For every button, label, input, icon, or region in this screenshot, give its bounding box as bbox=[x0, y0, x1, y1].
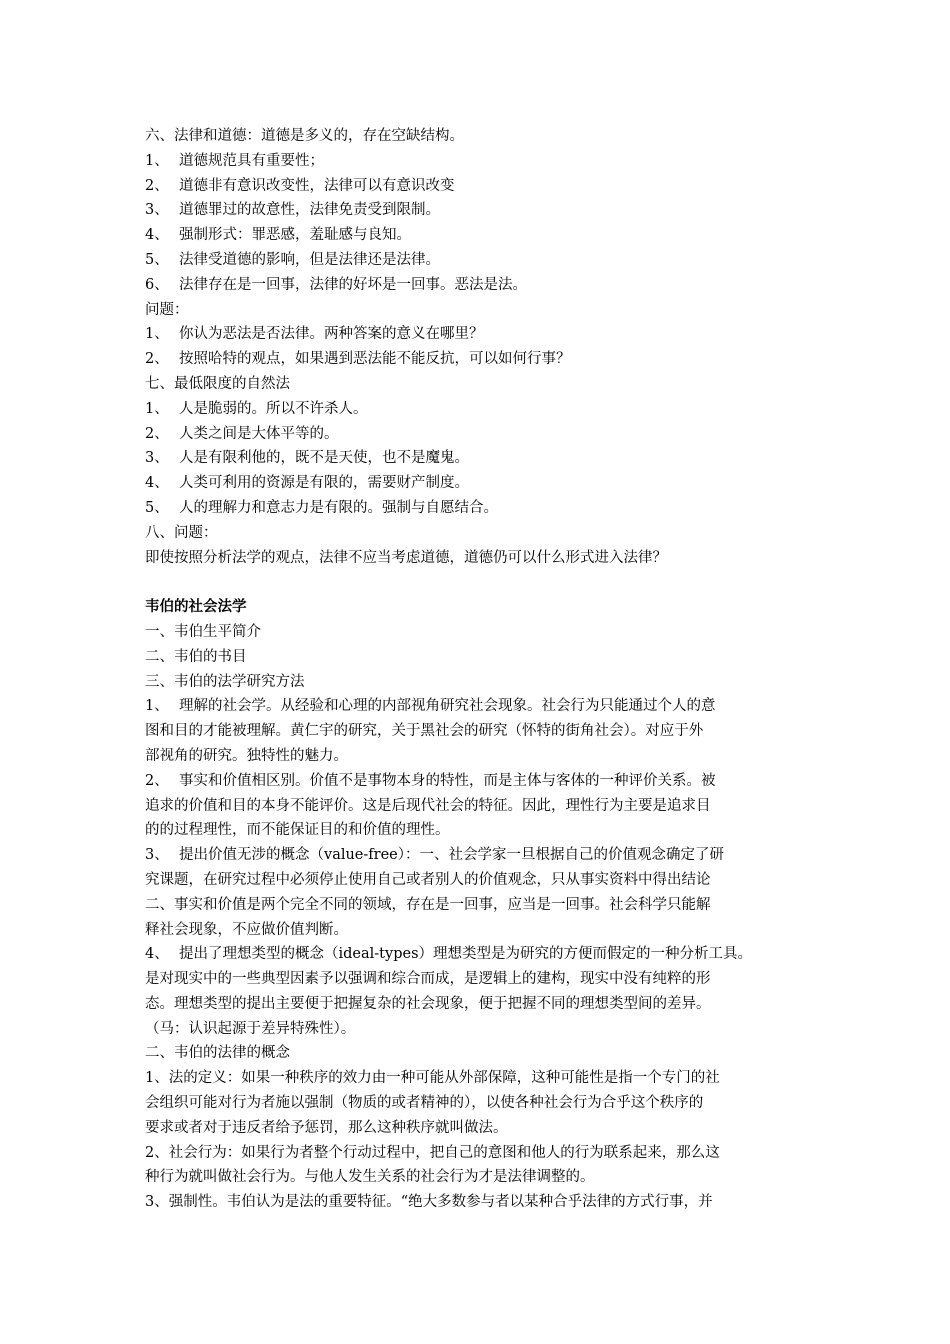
weber-part: 二、韦伯的书目 bbox=[145, 648, 247, 665]
question-item: 2、 按照哈特的观点，如果遇到恶法能不能反抗，可以如何行事？ bbox=[145, 351, 571, 368]
weber-part: 三、韦伯的法学研究方法 bbox=[145, 673, 305, 690]
document-body bbox=[145, 124, 820, 1215]
list-item: 1、 人是脆弱的。所以不许杀人。 bbox=[145, 400, 368, 417]
method-item: 4、 提出了理想类型的概念（ideal-types）理想类型是为研究的方便而假定的一种分析工具。 是对现实中的一些典型因素予以强调和综合而成，是逻辑上的建构，现实中没有纯粹的形 态。理想类型的提出主要便于把握复杂的社会现象，便于把握不同的理想类型间的差异。 （马：认识起源于差异特殊性）。 bbox=[145, 946, 753, 1037]
method-item: 3、 提出价值无涉的概念（value-free）：一、社会学家一旦根据自己的价值观念确定了研 究课题，在研究过程中必须停止使用自己或者别人的价值观念，只从事实资料中得出结论 二、事实和价值是两个完全不同的领域，存在是一回事，应当是一回事。社会科学只能解 释社会现象，不应做价值判断。 bbox=[145, 847, 725, 938]
list-item: 4、 人类可利用的资源是有限的，需要财产制度。 bbox=[145, 475, 469, 492]
law-item: 1、法的定义：如果一种秩序的效力由一种可能从外部保障，这种可能性是指一个专门的社 会组织可能对行为者施以强制（物质的或者精神的），以使各种社会行为合乎这个秩序的 要求或者对于违反者给予惩罚，那么这种秩序就叫做法。 bbox=[145, 1070, 720, 1136]
list-item: 6、 法律存在是一回事，法律的好坏是一回事。恶法是法。 bbox=[145, 276, 527, 293]
list-item: 3、 人是有限利他的，既不是天使，也不是魔鬼。 bbox=[145, 450, 469, 467]
list-item: 5、 法律受道德的影响，但是法律还是法律。 bbox=[145, 251, 440, 268]
section-6-heading: 六、法律和道德：道德是多义的，存在空缺结构。 bbox=[145, 128, 464, 144]
question-item: 1、 你认为恶法是否法律。两种答案的意义在哪里？ bbox=[145, 326, 484, 343]
law-item: 3、强制性。韦伯认为是法的重要特征。“绝大多数参与者以某种合乎法律的方式行事，并 bbox=[145, 1194, 713, 1211]
law-item: 2、社会行为：如果行为者整个行动过程中，把自己的意图和他人的行为联系起来，那么这 种行为就叫做社会行为。与他人发生关系的社会行为才是法律调整的。 bbox=[145, 1144, 720, 1186]
section-8-heading: 八、问题： bbox=[145, 524, 218, 541]
list-item: 2、 人类之间是大体平等的。 bbox=[145, 425, 339, 442]
questions-label: 问题： bbox=[145, 301, 189, 318]
blank-line bbox=[145, 570, 820, 595]
law-concept-heading: 二、韦伯的法律的概念 bbox=[145, 1045, 290, 1062]
method-item: 2、 事实和价值相区别。价值不是事物本身的特性，而是主体与客体的一种评价关系。被 追求的价值和目的本身不能评价。这是后现代社会的特征。因此，理性行为主要是追求目 的的过程理性，而不能保证目的和价值的理性。 bbox=[145, 772, 716, 839]
section-7-heading: 七、最低限度的自然法 bbox=[145, 375, 290, 392]
method-item: 1、 理解的社会学。从经验和心理的内部视角研究社会现象。社会行为只能通过个人的意 图和目的才能被理解。黄仁宇的研究，关于黑社会的研究（怀特的街角社会）。对应于外 部视角的研究。独特性的魅力。 bbox=[145, 698, 716, 764]
section-8-question: 即使按照分析法学的观点，法律不应当考虑道德，道德仍可以什么形式进入法律？ bbox=[145, 549, 667, 566]
list-item: 1、 道德规范具有重要性； bbox=[145, 152, 324, 169]
list-item: 4、 强制形式：罪恶感，羞耻感与良知。 bbox=[145, 227, 411, 244]
list-item: 3、 道德罪过的故意性，法律免责受到限制。 bbox=[145, 202, 440, 219]
list-item: 5、 人的理解力和意志力是有限的。强制与自愿结合。 bbox=[145, 499, 498, 516]
list-item: 2、 道德非有意识改变性，法律可以有意识改变 bbox=[145, 177, 455, 194]
weber-part: 一、韦伯生平简介 bbox=[145, 623, 261, 640]
weber-title: 韦伯的社会法学 bbox=[145, 599, 247, 616]
